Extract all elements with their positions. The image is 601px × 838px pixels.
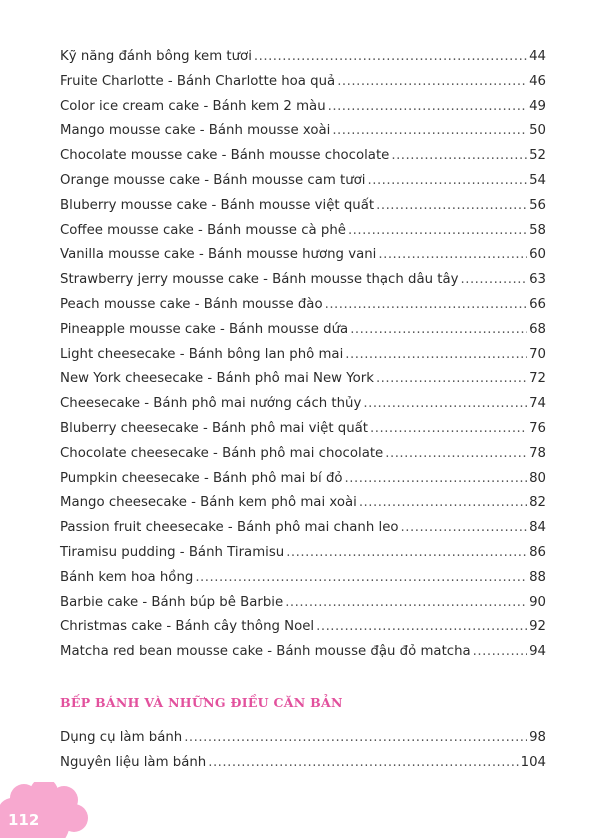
toc-entry-page: 50 [529,123,546,139]
toc-entry-title: Bluberry cheesecake - Bánh phô mai việt quất [60,420,369,436]
toc-entry-page: 104 [520,754,546,770]
toc-entry-title: Passion fruit cheesecake - Bánh phô mai chanh leo [60,520,399,536]
toc-entry-page: 82 [529,495,546,511]
toc-entry-page: 84 [529,520,546,536]
toc-entry-page: 88 [529,569,546,585]
toc-entry [60,148,546,173]
toc-entry-title: Pineapple mousse cake - Bánh mousse dứa [60,321,349,337]
toc-entry-page: 58 [529,222,546,238]
page-number: 112 [8,811,40,829]
toc-entry [60,619,546,644]
toc-entry [60,495,546,520]
toc-entry-title: Christmas cake - Bánh cây thông Noel [60,619,315,635]
toc-entry-page: 54 [529,172,546,188]
toc-entry-title: Kỹ năng đánh bông kem tươi [60,49,252,64]
toc-entry-title: Chocolate mousse cake - Bánh mousse chocolate [60,148,390,164]
toc-entry-title: Coffee mousse cake - Bánh mousse cà phê [60,222,346,238]
toc-entry-page: 52 [529,148,546,164]
dot-leader [385,446,527,461]
toc-entry-page: 78 [529,445,546,461]
dot-leader [286,545,527,560]
section-contents [60,730,546,780]
toc-entry-page: 76 [529,420,546,436]
toc-entry [60,247,546,272]
dot-leader [376,198,527,213]
toc-entry-title: Vanilla mousse cake - Bánh mousse hương vani [60,247,377,263]
dot-leader [325,297,527,312]
toc-entry-title: Barbie cake - Bánh búp bê Barbie [60,594,284,610]
toc-entry [60,49,546,74]
dot-leader [208,755,518,770]
toc-entry-title: Mango cheesecake - Bánh kem phô mai xoài [60,495,357,511]
toc-entry-title: Matcha red bean mousse cake - Bánh mousse đậu đỏ matcha [60,644,471,660]
toc-entry [60,421,546,446]
toc-entry-title: Nguyên liệu làm bánh [60,754,207,770]
dot-leader [184,730,527,745]
toc-entry-title: Light cheesecake - Bánh bông lan phô mai [60,346,344,362]
toc-entry [60,272,546,297]
toc-entry [60,471,546,496]
toc-entry [60,173,546,198]
dot-leader [370,421,527,436]
toc-entry-title: Bluberry mousse cake - Bánh mousse việt quất [60,197,375,213]
toc-entry [60,198,546,223]
dot-leader [337,74,527,89]
toc-entry-title: Fruite Charlotte - Bánh Charlotte hoa quả [60,73,336,89]
toc-entry [60,99,546,124]
toc-entry-page: 94 [529,644,546,660]
toc-entry [60,223,546,248]
dot-leader [363,396,527,411]
dot-leader [254,49,527,64]
toc-entry-page: 92 [529,619,546,635]
toc-entry [60,570,546,595]
dot-leader [328,99,527,114]
section-heading: BẾP BÁNH VÀ NHỮNG ĐIỀU CĂN BẢN [60,695,343,710]
toc-entry-page: 68 [529,321,546,337]
toc-entry-title: Orange mousse cake - Bánh mousse cam tươi [60,172,366,188]
toc-entry-page: 56 [529,197,546,213]
dot-leader [350,322,527,337]
dot-leader [316,619,527,634]
toc-entry [60,755,546,780]
toc-entry [60,446,546,471]
toc-entry-page: 98 [529,730,546,745]
toc-entry-page: 46 [529,73,546,89]
toc-entry [60,545,546,570]
dot-leader [359,495,527,510]
toc-entry-page: 70 [529,346,546,362]
dot-leader [195,570,527,585]
toc-entry-page: 66 [529,296,546,312]
dot-leader [378,247,527,262]
dot-leader [368,173,528,188]
dot-leader [332,123,527,138]
toc-entry-title: Cheesecake - Bánh phô mai nướng cách thủy [60,396,362,412]
toc-entry [60,297,546,322]
dot-leader [391,148,527,163]
dot-leader [348,223,527,238]
toc-entry-title: Strawberry jerry mousse cake - Bánh mousse thạch dâu tây [60,272,459,288]
dot-leader [401,520,528,535]
toc-entry-page: 49 [529,98,546,114]
toc-entry [60,396,546,421]
toc-entry-page: 60 [529,247,546,263]
toc-entry-title: New York cheesecake - Bánh phô mai New York [60,371,374,387]
toc-entry-page: 80 [529,470,546,486]
toc-entry-title: Color ice cream cake - Bánh kem 2 màu [60,98,326,114]
toc-entry [60,644,546,669]
toc-entry-title: Dụng cụ làm bánh [60,730,183,745]
toc-entry-title: Peach mousse cake - Bánh mousse đào [60,296,323,312]
toc-entry [60,730,546,755]
table-of-contents [60,49,546,669]
dot-leader [345,471,528,486]
page-badge-shape [0,782,90,838]
toc-entry [60,520,546,545]
toc-entry [60,123,546,148]
toc-entry-page: 63 [529,272,546,288]
dot-leader [285,595,527,610]
toc-entry-page: 90 [529,594,546,610]
toc-entry [60,74,546,99]
toc-entry-title: Tiramisu pudding - Bánh Tiramisu [60,544,285,560]
toc-entry-title: Bánh kem hoa hồng [60,569,194,585]
dot-leader [376,371,527,386]
toc-entry-title: Pumpkin cheesecake - Bánh phô mai bí đỏ [60,470,343,486]
toc-entry-title: Mango mousse cake - Bánh mousse xoài [60,123,331,139]
dot-leader [345,347,527,362]
toc-entry [60,595,546,620]
toc-entry-title: Chocolate cheesecake - Bánh phô mai chocolate [60,445,384,461]
toc-entry [60,322,546,347]
toc-entry-page: 74 [529,396,546,412]
toc-entry [60,347,546,372]
dot-leader [460,272,527,287]
toc-entry-page: 72 [529,371,546,387]
dot-leader [473,644,527,659]
toc-entry-page: 86 [529,544,546,560]
toc-entry-page: 44 [529,49,546,64]
toc-entry [60,371,546,396]
